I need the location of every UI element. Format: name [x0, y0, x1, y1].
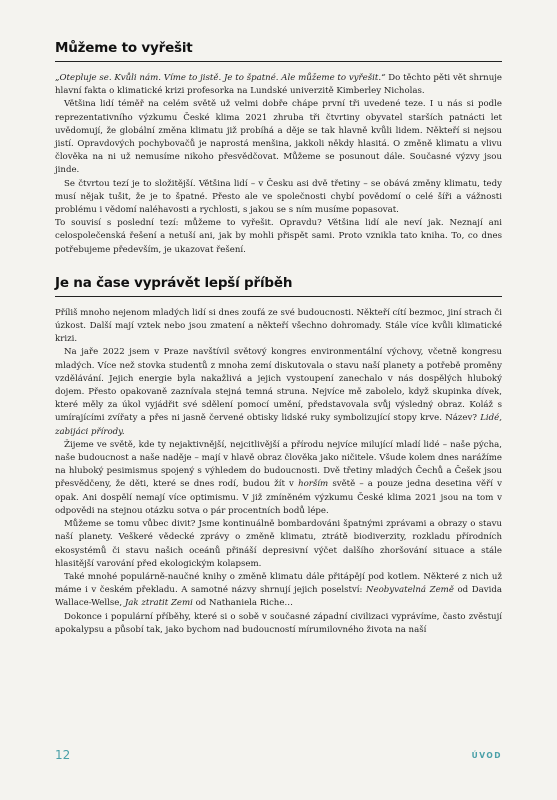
page-content	[55, 40, 502, 637]
paragraph-text: Také mnohé populárně-naučné knihy o změně klimatu dále přitápějí pod kotlem. Některé z nich už máme i v českém překladu. A samotné názvy shrnují jejich poselství:	[55, 571, 502, 596]
intro-text: Do těchto pěti vět shrnuje hlavní fakta o klimatické krizi profesorka na Lundské univerzitě Kimberley Nicholas.	[55, 73, 502, 97]
section-body-story	[55, 307, 502, 637]
paragraph-text: od Davida Wallace-Wellse,	[55, 585, 502, 609]
running-title: ÚVOD	[471, 750, 502, 760]
paragraph	[55, 439, 502, 518]
intro-quote: „Otepluje se. Kvůli nám. Víme to jistě. Je to špatné. Ale můžeme to vyřešit.“	[55, 73, 386, 83]
paragraph: Příliš mnoho nejenom mladých lidí si dnes zoufá ze své budoucnosti. Někteří cítí bezmoc, jiní strach či úzkost. Další mají vztek nebo jsou zmatení a někteří všechno dohromady. Stále více kvůli klimatické krizi.	[55, 307, 502, 345]
page-number: 12	[55, 748, 71, 762]
paragraph: Můžeme se tomu vůbec divit? Jsme kontinuálně bombardováni špatnými zprávami a obrazy o stavu naší planety. Veškeré vědecké zprávy o změně klimatu, ztrátě biodiverzity, rozkladu přírodních ekosystémů či stavu našich oceánů přináší depresivní výčet dalšího zhoršování situace a stále hlasitější varování před ekologickým kolapsem.	[55, 519, 502, 569]
emphasis: horším	[298, 479, 329, 490]
paragraph	[55, 346, 502, 438]
artwork-title: Lidé, zabijáci přírody.	[55, 413, 502, 437]
paragraph: Se čtvrtou tezí je to složitější. Většina lidí – v Česku asi dvě třetiny – se obává změny klimatu, tedy musí nějak tušit, že je to špatné. Přesto ale ve společnosti chybí povědomí o celé šíři a vážnosti problému i vědomí naléhavosti a rychlosti, s jakou se s ním musíme popasovat.	[55, 178, 502, 216]
section-heading-story: Je na čase vyprávět lepší příběh	[55, 275, 502, 297]
paragraph	[55, 72, 502, 98]
paragraph	[55, 571, 502, 611]
section-body-solve	[55, 72, 502, 257]
paragraph-text: od Nathaniela Riche…	[192, 598, 294, 609]
section-heading-solve: Můžeme to vyřešit	[55, 40, 502, 62]
book-title: Neobyvatelná Země	[366, 585, 454, 596]
paragraph-text: světě – a pouze jedna desetina věří v opak. Ani dospělí nemají více optimismu. V již zmíněném výzkumu České klima 2021 jsou na tom v odpovědi na stejnou otázku sotva o pár procentních bodů lépe.	[55, 479, 502, 516]
paragraph-text: Na jaře 2022 jsem v Praze navštívil světový kongres environmentální výchovy, včetně kongresu mladých. Více než stovka studentů z mnoha zemí diskutovala o stavu naší planety a potřebě proměny vzdělávání. Jejich energie byla nakažlivá a jejich vystoupení zanechalo v nás dospělých hluboký dojem. Přesto opakovaně zaznívala stejná temná struna. Nejvíce mě zabolelo, když skupinka dívek, které měly za úkol vyjádřit své sdělení pomocí umění, představovala svůj výsledný obraz. Koláž s umírajícími zvířaty a přes ni jasně červené obtisky lidské ruky symbolizující stopy krve. Název?	[55, 347, 502, 424]
page-footer	[55, 748, 502, 762]
paragraph: Většina lidí téměř na celém světě už velmi dobře chápe první tři uvedené teze. I u nás si podle reprezentativního výzkumu České klima 2021 zhruba tři čtvrtiny obyvatel starších patnácti let uvědomují, že globální změna klimatu již probíhá a děje se tak hlavně kvůli lidem. Někteří si nejsou jistí. Opravdových pochybovačů je naprostá menšina, jakkoli někdy hlasitá. O změně klimatu a vlivu člověka na ni už nemusíme nikoho přesvědčovat. Můžeme se posunout dále. Současné výzvy jsou jinde.	[55, 99, 502, 176]
paragraph: Dokonce i populární příběhy, které si o sobě v současné západní civilizaci vyprávíme, často zvěstují apokalypsu a působí tak, jako bychom nad budoucností mírumilovného života na naší	[55, 611, 502, 635]
paragraph: To souvisí s poslední tezí: můžeme to vyřešit. Opravdu? Většina lidí ale neví jak. Neznají ani celospolečenská řešení a netuší ani, jak by mohli přispět sami. Proto vznikla tato kniha. To, co dnes potřebujeme především, je ukazovat řešení.	[55, 218, 502, 255]
book-title: Jak ztratit Zemi	[124, 598, 193, 609]
paragraph-text: Žijeme ve světě, kde ty nejaktivnější, nejcitlivější a přírodu nejvíce milující mladí lidé – naše pýcha, naše budoucnost a naše naděje – mají v hlavě obraz člověka jako ničitele. Všude kolem dnes narážíme na hluboký pesimismus spojený s výhledem do budoucnosti. Dvě třetiny mladých Čechů a Češek jsou přesvědčeny, že děti, které se dnes rodí, budou žít v	[55, 439, 502, 490]
